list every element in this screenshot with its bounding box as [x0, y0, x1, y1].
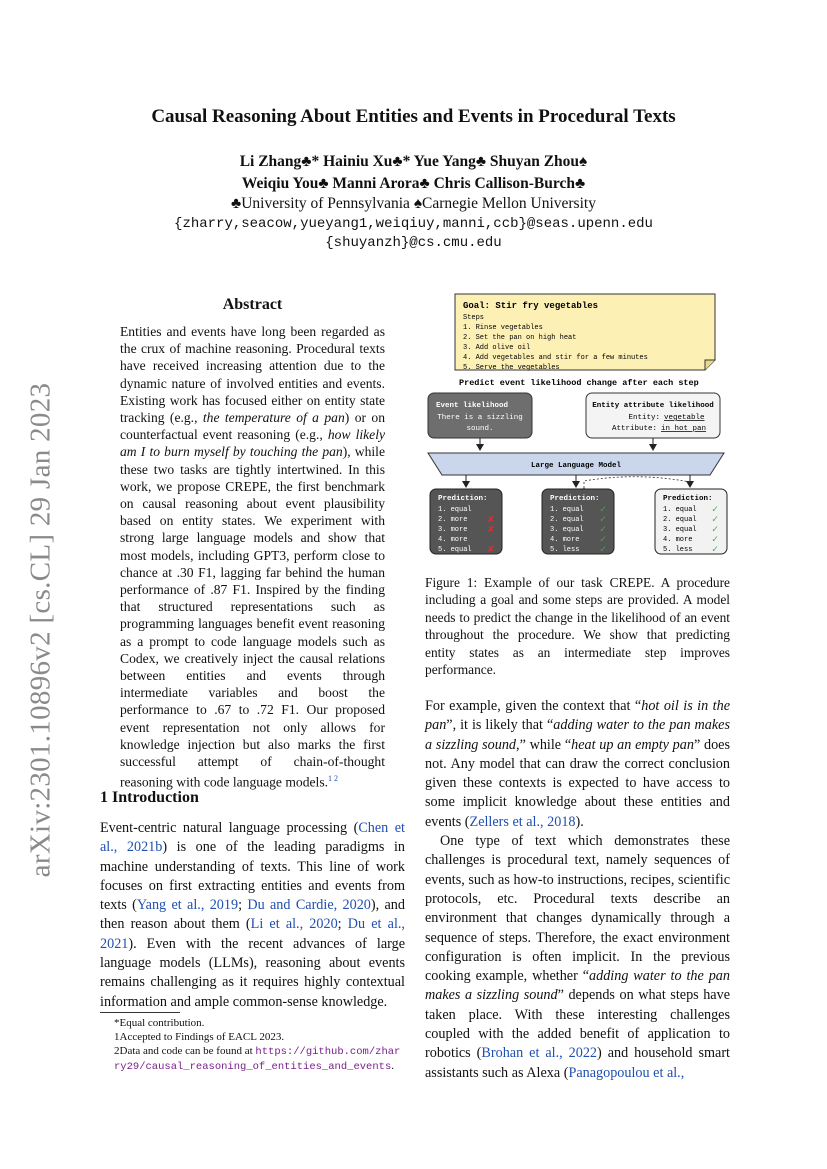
prediction-box-3 — [655, 489, 727, 556]
svg-text:3. equal: 3. equal — [550, 526, 584, 534]
arxiv-identifier: arXiv:2301.10896v2 [cs.CL] 29 Jan 2023 — [24, 382, 57, 878]
paper-title: Causal Reasoning About Entities and Events in Procedural Texts — [151, 106, 676, 127]
authors-line-1: Li Zhang♣* Hainiu Xu♣* Yue Yang♣ Shuyan Zhou♠ — [239, 153, 588, 170]
citation-link[interactable]: Zellers et al., 2018 — [469, 813, 576, 830]
svg-text:5. less: 5. less — [550, 546, 580, 554]
footnotes — [100, 1016, 405, 1074]
authors-line-2: Weiqiu You♣ Manni Arora♣ Chris Callison-Burch♣ — [241, 175, 586, 192]
check-icon: ✓ — [600, 545, 607, 556]
check-icon: ✓ — [600, 525, 607, 536]
svg-text:2. more: 2. more — [438, 516, 468, 524]
attr-entity-value: vegetable — [664, 414, 705, 422]
introduction-heading: 1 Introduction — [100, 789, 199, 806]
email-line-1: {zharry,seacow,yueyang1,weiqiuy,manni,ccb}@seas.upenn.edu — [174, 216, 653, 232]
check-icon: ✓ — [712, 535, 719, 546]
check-icon: ✓ — [712, 545, 719, 556]
check-icon: ✓ — [600, 515, 607, 526]
svg-text:4. more: 4. more — [550, 536, 580, 544]
citation-link[interactable]: Brohan et al., 2022 — [481, 1045, 598, 1062]
svg-text:1. equal: 1. equal — [438, 506, 472, 514]
paragraph: For example, given the context that “hot oil is in the pan”, it is likely that “adding water to the pan makes a sizzling sound,” while “heat up an empty pan” does not. Any model that can draw the correct conclusion given these contexts is expected to have access to some implicit knowledge about these entities and events (Zellers et al., 2018). — [425, 698, 730, 830]
abstract-body: Entities and events have long been regarded as the crux of machine reasoning. Procedural texts have received increasing attention due to the dynamic nature of involved entities and events. Existing work has focused either on entity state tracking (e.g., the temperature of a pan) or on counterfactual event reasoning (e.g., how likely am I to burn myself by touching the pan), while these two tasks are tightly intertwined. In this work, we propose CREPE, the first benchmark on causal reasoning about event plausibility based on entity states. We experiment with strong large language models and show that most models, including GPT3, perform close to chance at .30 F1, lagging far behind the human performance of .87 F1. Inspired by the finding that structured representations such as programming languages benefit event reasoning as a prompt to code language models such as Codex, we creatively inject the causal relations between entities and events through intermediate variables and boost the performance to .67 to .72 F1. Our proposed event representation not only allows for knowledge injection but also marks the first successful attempt of chain-of-thought reasoning with code language models.$^{1 2}$ — [120, 324, 386, 790]
cross-icon: ✘ — [488, 515, 495, 526]
step-3: 3. Add olive oil — [463, 344, 531, 352]
attr-box-title: Entity attribute likelihood — [592, 402, 714, 410]
cross-icon: ✘ — [488, 525, 495, 536]
steps-label: Steps — [463, 314, 485, 322]
paragraph: One type of text which demonstrates these challenges is procedural text, namely sequences of events, such as how-to instructions, recipes, scientific protocols, etc. Procedural texts describe an environment that changes dynamically through a sequence of steps. Therefore, the exact environment configuration is often implicit. In the previous cooking example, whether “adding water to the pan makes a sizzling sound” depends on what steps have taken place. With these interesting challenges coupled with the added benefit of application to robotics (Brohan et al., 2022) and household smart assistants such as Alexa (Panagopoulou et al., — [425, 833, 730, 1081]
goal-label: Goal: Stir fry vegetables — [463, 301, 599, 311]
citation-link[interactable]: Panagopoulou et al., — [568, 1064, 685, 1081]
svg-text:3. more: 3. more — [438, 526, 468, 534]
event-box-title: Event likelihood — [436, 402, 509, 410]
check-icon: ✓ — [712, 515, 719, 526]
check-icon: ✓ — [712, 505, 719, 516]
svg-text:5. less: 5. less — [663, 546, 693, 554]
cross-icon: ✘ — [488, 545, 495, 556]
footnote-3: 2Data and code can be found at https://github.com/zharry29/causal_reasoning_of_entities_and_events. — [114, 1045, 401, 1073]
attr-entity-label: Entity: — [628, 414, 660, 422]
figure-1 — [422, 290, 734, 566]
svg-text:2. equal: 2. equal — [663, 516, 697, 524]
email-line-2: {shuyanzh}@cs.cmu.edu — [325, 235, 502, 251]
step-1: 1. Rinse vegetables — [463, 324, 543, 332]
affiliations: ♣University of Pennsylvania ♠Carnegie Mellon University — [231, 195, 596, 212]
citation-link[interactable]: Yang et al., 2019 — [136, 897, 239, 914]
svg-text:3. equal: 3. equal — [663, 526, 697, 534]
step-5: 5. Serve the vegetables — [463, 364, 560, 372]
svg-text:5. equal: 5. equal — [438, 546, 472, 554]
event-box-text-1: There is a sizzling — [437, 414, 523, 422]
prediction-box-1 — [430, 489, 502, 556]
check-icon: ✓ — [712, 525, 719, 536]
step-2: 2. Set the pan on high heat — [463, 334, 577, 342]
predict-label: Predict event likelihood change after each step — [459, 378, 699, 388]
figure-caption: Figure 1: Example of our task CREPE. A procedure including a goal and some steps are provided. A model needs to predict the change in the likelihood of an event throughout the procedure. We show that predicting entity states as an intermediate step improves performance. — [425, 575, 730, 678]
footnote-rule — [100, 1012, 180, 1013]
llm-label: Large Language Model — [530, 462, 622, 470]
citation-link[interactable]: Du and Cardie, 2020 — [247, 897, 371, 914]
svg-text:1. equal: 1. equal — [663, 506, 697, 514]
citation-link[interactable]: Li et al., 2020 — [250, 916, 338, 933]
introduction-body: Event-centric natural language processing (Chen et al., 2021b) is one of the leading paradigms in machine understanding of texts. This line of work focuses on first extracting entities and events from texts (Yang et al., 2019; Du and Cardie, 2020), and then reason about them (Li et al., 2020; Du et al., 2021). Even with the recent advances of large language models (LLMs), reasoning about events remains challenging as it requires highly contextual information and ample common-sense knowledge. — [100, 820, 406, 1010]
svg-text:Prediction:: Prediction: — [663, 495, 713, 503]
check-icon: ✓ — [600, 505, 607, 516]
citation-link[interactable]: Chen et al., 2021b — [100, 820, 405, 856]
footnote-2: 1Accepted to Findings of EACL 2023. — [114, 1031, 285, 1043]
github-link[interactable]: https://github.com/zharry29/causal_reasoning_of_entities_and_events — [114, 1046, 401, 1073]
svg-text:2. equal: 2. equal — [550, 516, 584, 524]
svg-text:Prediction:: Prediction: — [438, 495, 488, 503]
footnote-marks[interactable]: 1 2 — [328, 774, 339, 784]
attr-attribute-value: in hot pan — [661, 425, 707, 433]
svg-text:4. more: 4. more — [663, 536, 693, 544]
step-4: 4. Add vegetables and stir for a few minutes — [463, 354, 648, 362]
svg-text:4. more: 4. more — [438, 536, 468, 544]
attr-attribute-label: Attribute: — [611, 425, 657, 433]
svg-text:1. equal: 1. equal — [550, 506, 584, 514]
arxiv-sidebar — [24, 370, 58, 890]
right-column-body — [425, 697, 730, 1083]
abstract-heading: Abstract — [222, 296, 283, 313]
check-icon: ✓ — [600, 535, 607, 546]
prediction-box-2 — [542, 489, 614, 556]
footnote-1: *Equal contribution. — [114, 1017, 205, 1029]
svg-text:Prediction:: Prediction: — [550, 495, 600, 503]
event-box-text-2: sound. — [466, 425, 494, 433]
citation-link[interactable]: Du et al., 2021 — [100, 916, 405, 952]
dashed-feedback-arrow — [584, 477, 690, 488]
